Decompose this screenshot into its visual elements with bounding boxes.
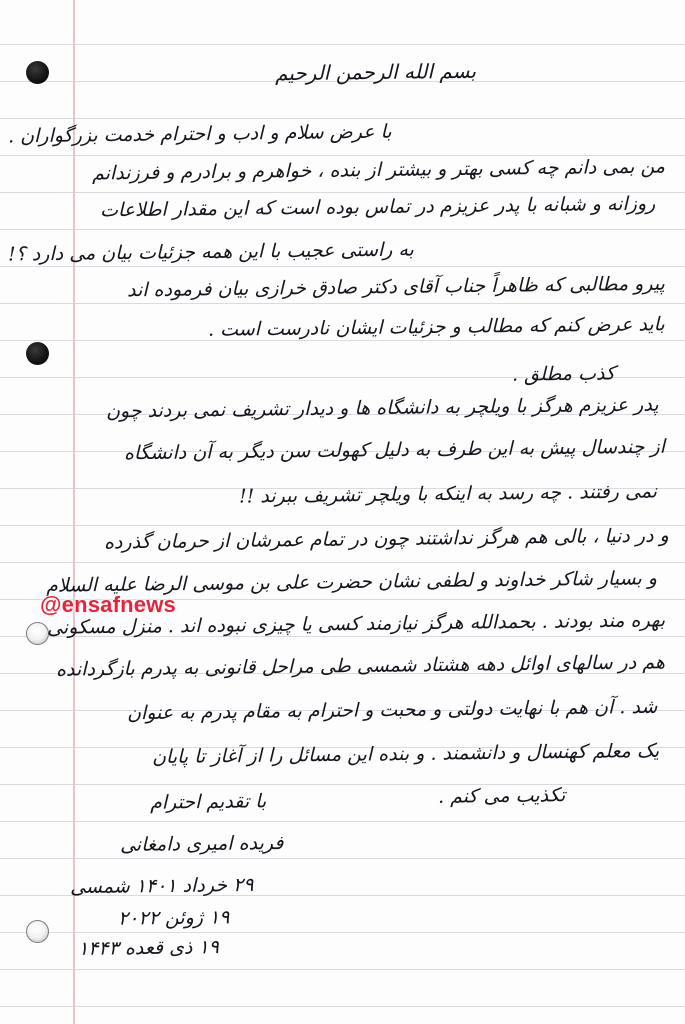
letter-line: با عرض سلام و ادب و احترام خدمت بزرگواران . [7,120,392,148]
margin-line [73,0,75,1024]
letter-line: هم در سالهای اوائل دهه هشتاد شمسی طی مراحل قانونی به پدرم بازگردانده [55,651,666,681]
letter-line: پیرو مطالبی که ظاهراً جناب آقای دکتر صادق خرازی بیان فرموده اند [127,272,666,302]
date-hijri: ۱۹ ذی قعده ۱۴۴۳ [77,936,220,960]
letter-line: کذب مطلق . [511,362,616,386]
letter-line: و بسیار شاکر خداوند و لطفی نشان حضرت علی بن موسی الرضا علیه السلام [45,567,658,597]
letter-line: شد . آن هم با نهایت دولتی و محبت و احترام به مقام پدرم به عنوان [126,695,658,725]
letter-line: پدر عزیزم هرگز با ویلچر به دانشگاه ها و دیدار تشریف نمی بردند چون [106,393,660,423]
letter-line: از چندسال پیش به این طرف به دلیل کهولت سن دیگر به آن دانشگاه [123,435,666,465]
signature-name: فریده امیری دامغانی [119,832,284,856]
bismillah-heading: بسم الله الرحمن الرحیم [274,58,477,86]
letter-line: و در دنیا ، بالی هم هرگز نداشتند چون در تمام عمرشان از حرمان گذرده [104,524,670,554]
letter-line: به راستی عجیب با این همه جزئیات بیان می دارد ؟! [7,238,415,266]
punch-hole-filled-2 [26,342,49,365]
watermark-text: @ensafnews [40,592,176,617]
letter-line: یک معلم کهنسال و دانشمند . و بنده این مسائل را از آغاز تا پایان [151,739,660,769]
date-solar: ۲۹ خرداد ۱۴۰۱ شمسی [69,873,254,899]
letter-line: بهره مند بودند . بحمدالله هرگز نیازمند کسی یا چیزی نبوده اند . منزل مسکونی [46,609,666,639]
punch-hole-filled-1 [26,61,49,84]
punch-hole-open-2 [26,920,49,943]
letter-line: روزانه و شبانه با پدر عزیزم در تماس بوده است که این مقدار اطلاعات [99,192,656,222]
letter-line: من بمی دانم چه کسی بهتر و بیشتر از بنده ، خواهرم و برادرم و فرزندانم [91,155,666,185]
punch-hole-open-1 [26,622,49,645]
date-gregorian: ۱۹ ژوئن ۲۰۲۲ [117,906,230,930]
signature-closing: با تقدیم احترام [149,790,267,814]
letter-line: باید عرض کنم که مطالب و جزئیات ایشان نادرست است . [208,313,666,341]
letter-line: تکذیب می کنم . [437,784,566,808]
letter-line: نمی رفتند . چه رسد به اینکه با ویلچر تشریف ببرند !! [238,480,658,508]
